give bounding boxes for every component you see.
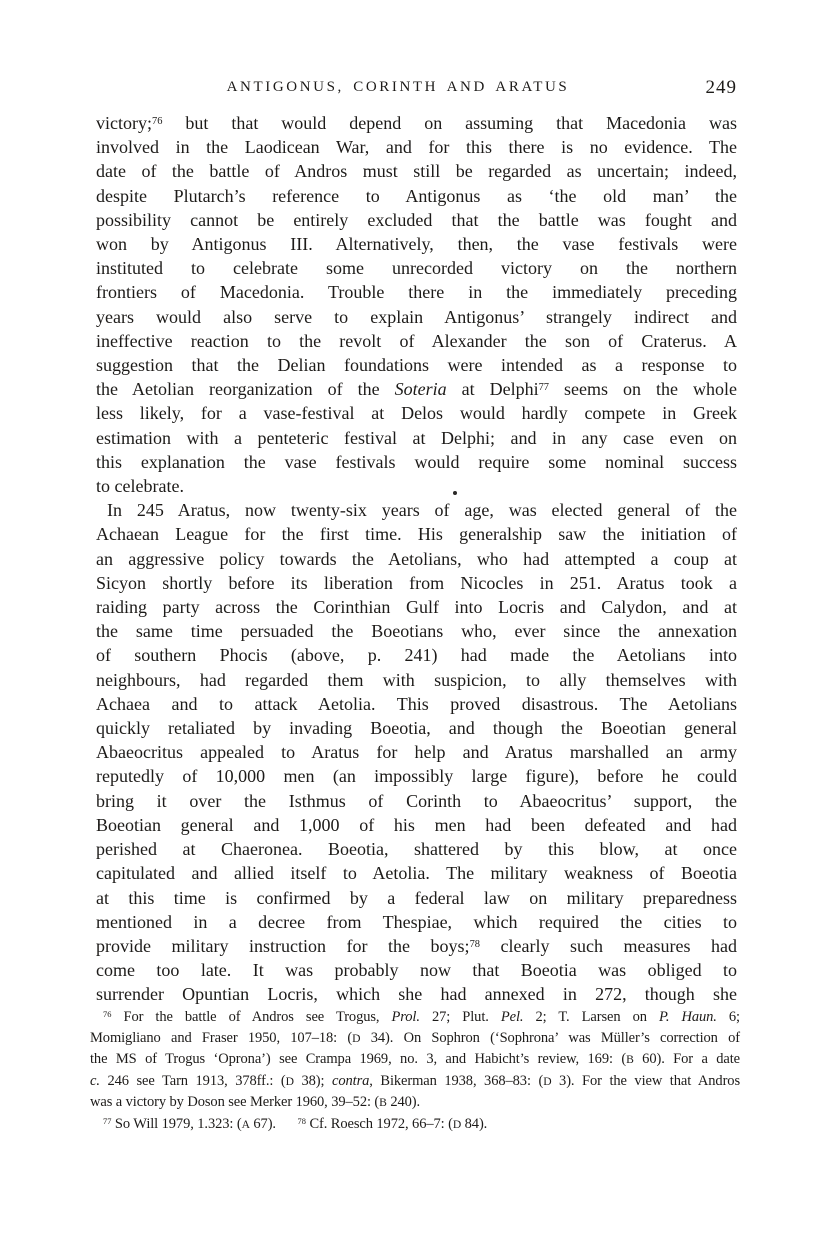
text-line: date of the battle of Andros must still be regarded as uncertain; indeed, — [96, 161, 737, 182]
text-line: c. 246 see Tarn 1913, 378ff.: (D 38); contra, Bikerman 1938, 368–83: (D 3). For the view that Andros — [90, 1072, 740, 1089]
text-line: In 245 Aratus, now twenty-six years of age, was elected general of the — [107, 500, 737, 521]
text-line: Achaean League for the first time. His generalship saw the initiation of — [96, 524, 737, 545]
text-line: surrender Opuntian Locris, which she had annexed in 272, though she — [96, 984, 737, 1005]
text-line: despite Plutarch’s reference to Antigonus as ‘the old man’ the — [96, 185, 737, 206]
text-line: suggestion that the Delian foundations were intended as a response to — [96, 355, 737, 376]
text-line: Momigliano and Fraser 1950, 107–18: (D 34). On Sophron (‘Sophrona’ was Müller’s correction of — [90, 1029, 740, 1046]
paragraph — [96, 111, 737, 498]
paragraph — [90, 1114, 740, 1136]
text-line: less likely, for a vase-festival at Delos would hardly compete in Greek — [96, 403, 737, 424]
text-line: possibility cannot be entirely excluded that the battle was fought and — [96, 209, 737, 230]
paragraph — [90, 1007, 740, 1114]
text-line: the MS of Trogus ‘Oprona’) see Crampa 1969, no. 3, and Habicht’s review, 169: (B 60). For a date — [90, 1051, 740, 1067]
text-line: Abaeocritus appealed to Aratus for help and Aratus marshalled an army — [96, 742, 737, 763]
text-line: bring it over the Isthmus of Corinth to Abaeocritus’ support, the — [96, 790, 737, 811]
text-line: of southern Phocis (above, p. 241) had made the Aetolians into — [96, 645, 737, 666]
text-line: capitulated and allied itself to Aetolia. The military weakness of Boeotia — [96, 863, 737, 884]
text-line: Boeotian general and 1,000 of his men had been defeated and had — [96, 814, 737, 835]
text-line: frontiers of Macedonia. Trouble there in the immediately preceding — [96, 282, 737, 303]
text-line: $^{77}$ So Will 1979, 1.323: (A 67). $^{78}$ Cf. Roesch 1972, 66–7: (D 84). — [103, 1115, 488, 1132]
text-line: come too late. It was probably now that Boeotia was obliged to — [96, 960, 737, 981]
text-line: was a victory by Doson see Merker 1960, 39–52: (B 240). — [90, 1094, 421, 1110]
text-line: quickly retaliated by invading Boeotia, and though the Boeotian general — [96, 718, 737, 739]
text-line: $^{76}$ For the battle of Andros see Trogus, Prol. 27; Plut. Pel. 2; T. Larsen on P. Haun. 6; — [103, 1009, 740, 1025]
text-line: Sicyon shortly before its liberation from Nicocles in 251. Aratus took a — [96, 572, 737, 593]
text-line: the Aetolian reorganization of the Soteria at Delphi$^{77}$ seems on the whole — [96, 379, 737, 400]
text-line: instituted to celebrate some unrecorded victory on the northern — [96, 258, 737, 279]
text-line: neighbours, had regarded them with suspicion, to ally themselves with — [96, 669, 737, 690]
text-line: the same time persuaded the Boeotians who, ever since the annexation — [96, 621, 737, 642]
text-line: at this time is confirmed by a federal law on military preparedness — [96, 887, 737, 908]
text-line: Achaea and to attack Aetolia. This proved disastrous. The Aetolians — [96, 693, 737, 714]
body-text — [96, 111, 737, 1007]
text-line: raiding party across the Corinthian Gulf into Locris and Calydon, and at — [96, 597, 737, 618]
text-line: ineffective reaction to the revolt of Alexander the son of Craterus. A — [96, 330, 737, 351]
text-line: provide military instruction for the boys;$^{78}$ clearly such measures had — [96, 935, 738, 956]
text-line: won by Antigonus III. Alternatively, then, the vase festivals were — [96, 234, 737, 255]
text-line: mentioned in a decree from Thespiae, which required the cities to — [96, 911, 737, 932]
text-line: years would also serve to explain Antigonus’ strangely indirect and — [96, 306, 737, 327]
text-line: an aggressive policy towards the Aetolians, who had attempted a coup at — [96, 548, 737, 569]
text-line: reputedly of 10,000 men (an impossibly large figure), before he could — [96, 766, 737, 787]
text-line: involved in the Laodicean War, and for this there is no evidence. The — [96, 137, 737, 158]
text-line: victory;$^{76}$ but that would depend on assuming that Macedonia was — [96, 113, 737, 133]
page-number: 249 — [705, 77, 737, 98]
footnotes — [90, 1007, 740, 1135]
paragraph — [96, 498, 737, 1006]
text-line: to celebrate. — [96, 476, 184, 497]
text-line: this explanation the vase festivals would require some nominal success — [96, 451, 737, 472]
scan-speckle-artifact — [453, 491, 457, 495]
text-line: estimation with a penteteric festival at Delphi; and in any case even on — [96, 427, 737, 448]
running-header-title: ANTIGONUS, CORINTH AND ARATUS — [226, 79, 570, 95]
text-line: perished at Chaeronea. Boeotia, shattered by this blow, at once — [96, 839, 737, 860]
